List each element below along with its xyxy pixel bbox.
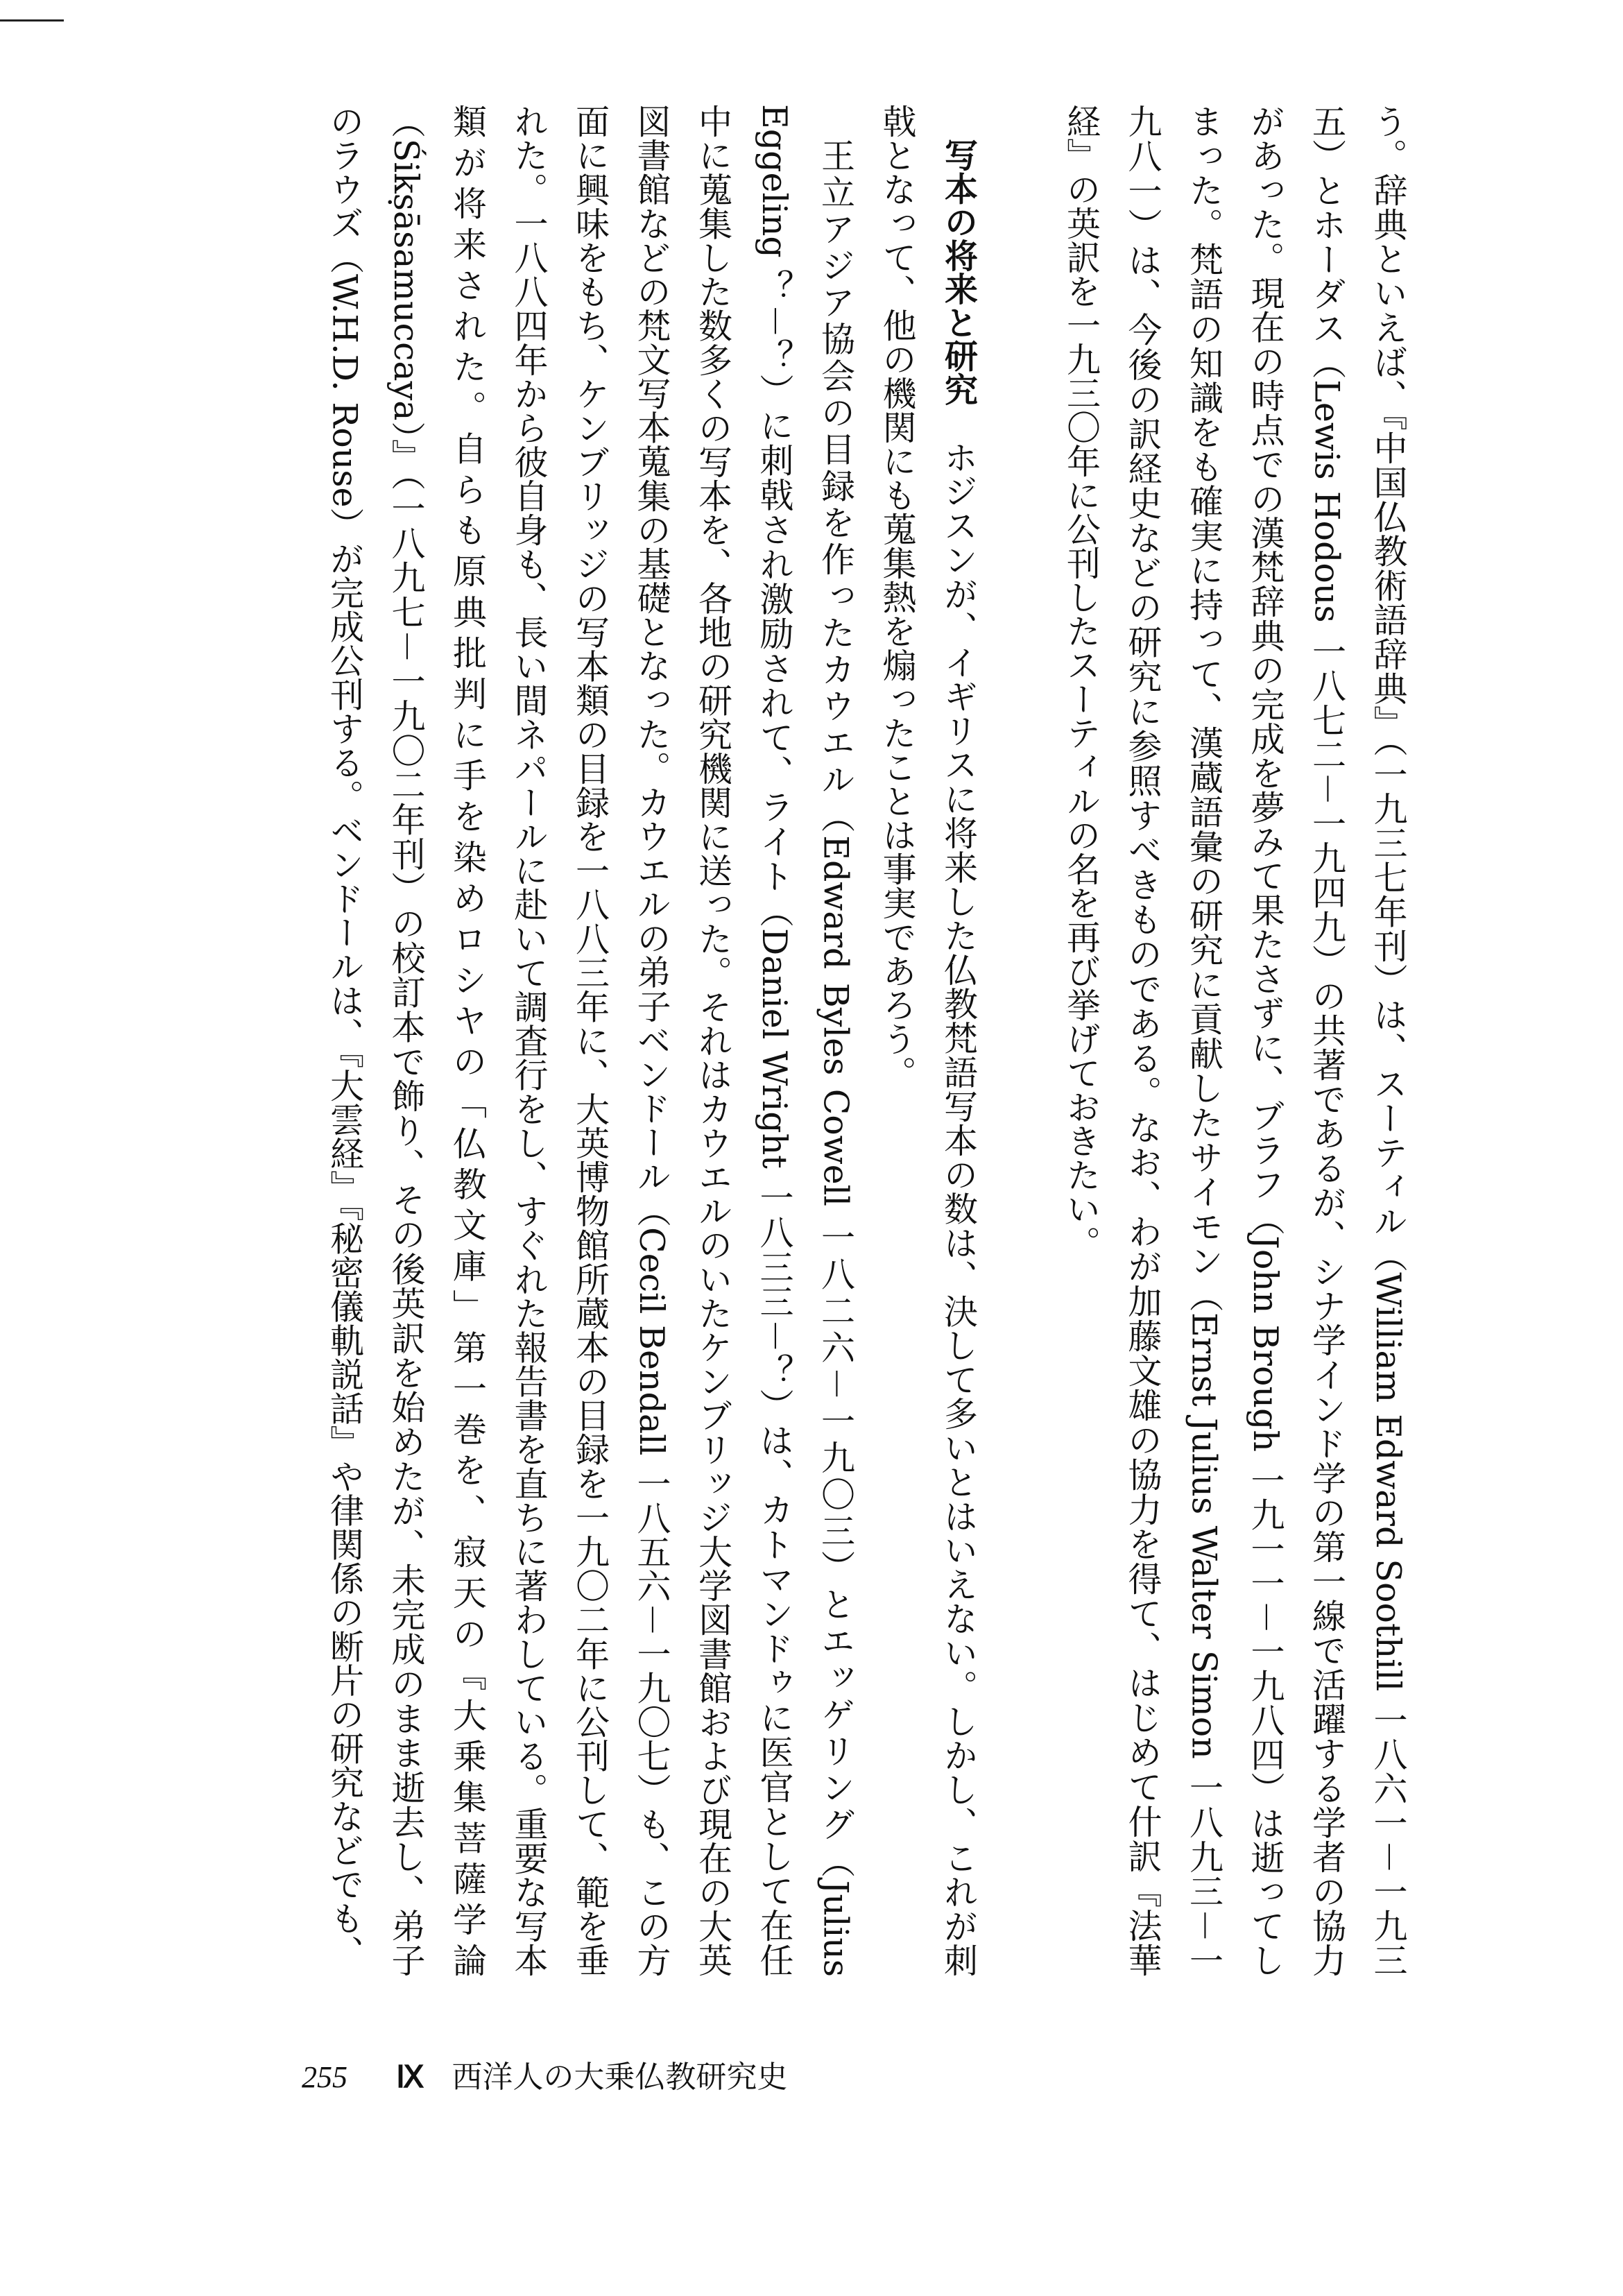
chapter-number: Ⅸ [396, 2060, 424, 2094]
paragraph-wright-bendall: 王立アジア協会の目録を作ったカウエル（Edward Byles Cowell 一八二六－一九〇三）とエッゲリング（Julius Eggeling ？－？）に刺戟され激励されて、ライト（Daniel Wright 一八三三－？）は、カトマンドゥに医官として在任中に蒐集した数多くの写本を、各地の研究機関に送った。それはカウエルのいたケンブリッジ大学図書館および現在の大英図書館などの梵文写本蒐集の基礎となった。カウエルの弟子ベンドール（Cecil Bendall 一八五六－一九〇七）も、この方面に興味をもち、ケンブリッジの写本類の目録を一八八三年に、大英博物館所蔵本の目録を一九〇二年に公刊して、範を垂れた。一八八四年から彼自身も、長い間ネパールに赴いて調査行をし、すぐれた報告書を直ちに著わしている。重要な写本類が将来された。自らも原典批判に手を染めロシヤの「仏教文庫」第一巻を、寂天の『大乗集菩薩学論（Śikṣāsamuccaya）』（一八九七－一九〇二年刊）の校訂本で飾り、その後英訳を始めたが、未完成のまま逝去し、弟子のラウズ（W.H.D. Rouse）が完成公刊する。ベンドールは、『大雲経』『秘密儀軌説話』や律関係の断片の研究などでも、 [325, 104, 856, 1978]
section-paragraph [866, 104, 989, 1977]
page-footer [302, 2052, 787, 2096]
vertical-text-block [274, 104, 1418, 1977]
corner-rule [0, 19, 64, 22]
paragraph-hodgson: ホジスンが、イギリスに将来した仏教梵語写本の数は、決して多いとはいえない。しかし、これが刺戟となって、他の機関にも蒐集熱を煽ったことは事実であろう。 [877, 104, 979, 1978]
section-heading: 写本の将来と研究 [938, 138, 978, 406]
page-number: 255 [302, 2060, 347, 2094]
chapter-title: 西洋人の大乗仏教研究史 [452, 2059, 788, 2095]
paragraph-continuation: う。辞典といえば、『中国仏教術語辞典』（一九三七年刊）は、スーティル（William Edward Soothill 一八六一－一九三五）とホーダス（Lewis Hodous 一八七二－一九四九）の共著であるが、シナ学インド学の第一線で活躍する学者の協力があった。現在の時点での漢梵辞典の完成を夢みて果たさずに、ブラフ（John Brough 一九一一－一九八四）は逝ってしまった。梵語の知識をも確実に持って、漢蔵語彙の研究に貢献したサイモン（Ernst Julius Walter Simon 一八九三－一九八一）は、今後の訳経史などの研究に参照すべきものである。なお、わが加藤文雄の協力を得て、はじめて什訳『法華経』の英訳を一九三〇年に公刊したスーティルの名を再び挙げておきたい。 [1061, 104, 1408, 1978]
section-gap [989, 104, 1051, 1977]
